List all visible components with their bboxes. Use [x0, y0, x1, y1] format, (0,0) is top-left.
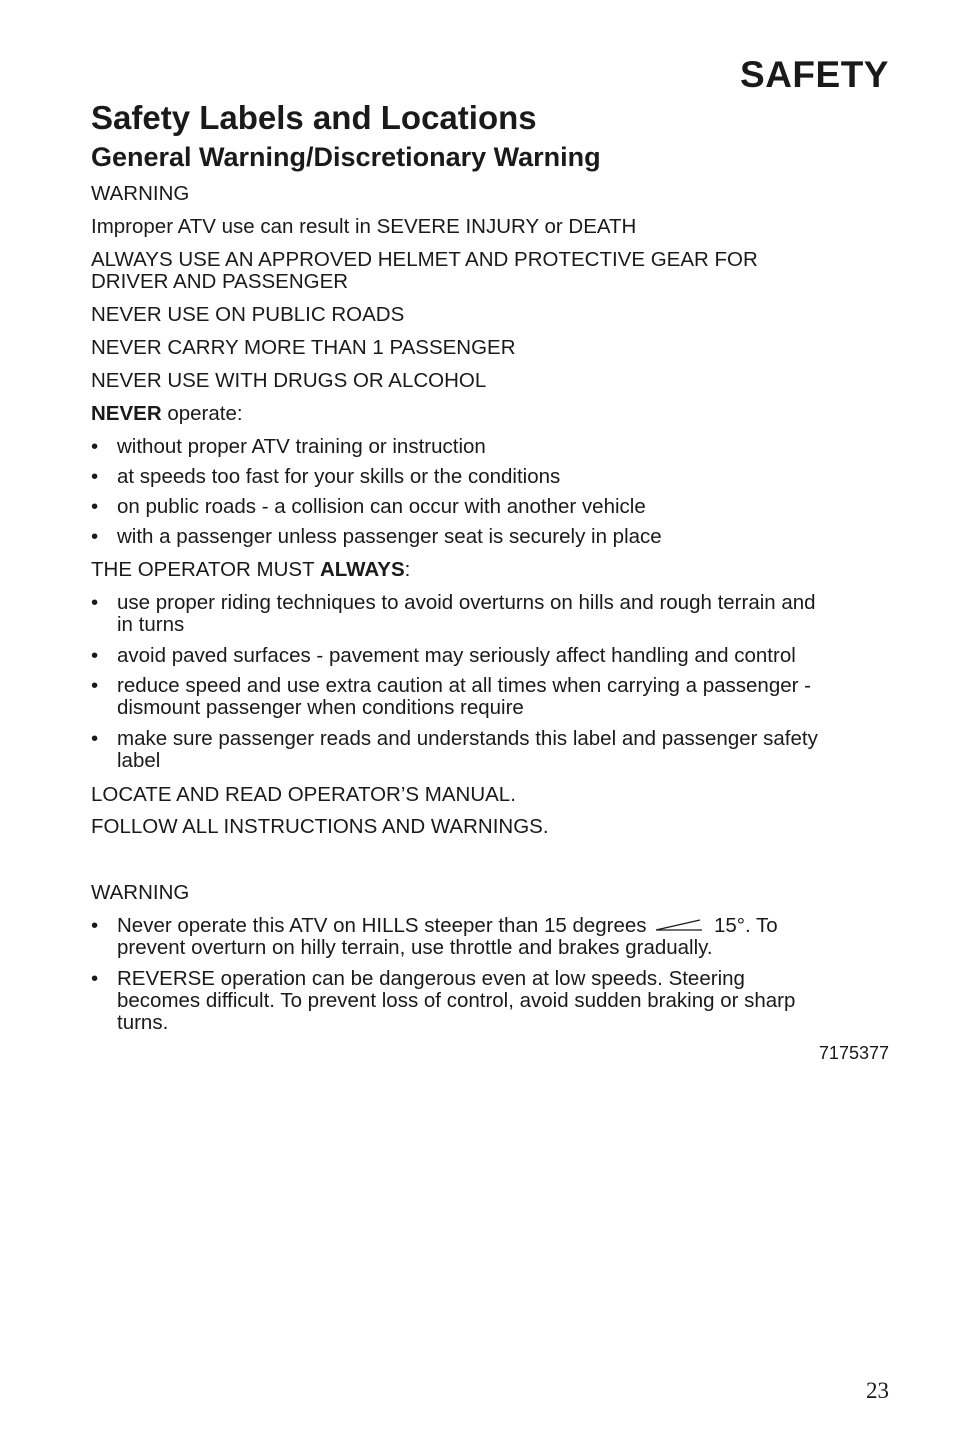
bullet: •: [91, 967, 99, 990]
bullet: •: [91, 591, 99, 614]
warning-heading: WARNING: [91, 881, 190, 904]
warning-line: NEVER USE WITH DRUGS OR ALCOHOL: [91, 369, 487, 392]
operator-must-intro: [91, 559, 889, 581]
list-item-line: label: [117, 749, 161, 772]
list-item-text: at speeds too fast for your skills or the conditions: [117, 465, 561, 488]
never-emphasis: NEVER: [91, 402, 162, 425]
list-item-line: prevent overturn on hilly terrain, use throttle and brakes gradually.: [117, 936, 713, 959]
warning-heading: WARNING: [91, 182, 190, 205]
operator-suffix: :: [404, 558, 411, 581]
section-header: SAFETY: [740, 54, 889, 95]
list-item-text: on public roads - a collision can occur with another vehicle: [117, 495, 646, 518]
list-item-line: [117, 915, 889, 937]
list-item-text: [117, 592, 889, 636]
closing-line: LOCATE AND READ OPERATOR’S MANUAL.: [91, 783, 516, 806]
warning-line: NEVER CARRY MORE THAN 1 PASSENGER: [91, 336, 516, 359]
bullet: •: [91, 674, 99, 697]
never-operate-intro: [91, 403, 889, 425]
warning-line: NEVER USE ON PUBLIC ROADS: [91, 303, 405, 326]
bullet: •: [91, 727, 99, 750]
bullet: •: [91, 435, 99, 458]
warning-line: ALWAYS USE AN APPROVED HELMET AND PROTECTIVE GEAR FOR: [91, 248, 758, 271]
list-item-text: [117, 675, 889, 719]
list-item-text: [117, 915, 889, 959]
bullet: •: [91, 914, 99, 937]
bullet: •: [91, 525, 99, 548]
list-item-line: reduce speed and use extra caution at all times when carrying a passenger -: [117, 674, 811, 697]
list-item-line: dismount passenger when conditions require: [117, 696, 524, 719]
list-item-text: [117, 645, 889, 667]
hill-warning-text: Never operate this ATV on HILLS steeper than 15 degrees: [117, 914, 647, 937]
list-item-line: in turns: [117, 613, 185, 636]
operator-prefix: THE OPERATOR MUST: [91, 558, 320, 581]
hill-angle-text: 15°. To: [713, 914, 778, 937]
list-item-line: REVERSE operation can be dangerous even at low speeds. Steering: [117, 967, 745, 990]
bullet: •: [91, 495, 99, 518]
warning-line: Improper ATV use can result in SEVERE INJURY or DEATH: [91, 215, 637, 238]
bullet: •: [91, 465, 99, 488]
list-item-text: with a passenger unless passenger seat is securely in place: [117, 525, 662, 548]
list-item-text: [117, 728, 889, 772]
list-item-text: [117, 968, 889, 1034]
list-item-line: turns.: [117, 1011, 169, 1034]
warning-line: DRIVER AND PASSENGER: [91, 270, 349, 293]
bullet: •: [91, 644, 99, 667]
list-item-line: make sure passenger reads and understands this label and passenger safety: [117, 727, 818, 750]
page-number: 23: [866, 1378, 889, 1403]
closing-line: FOLLOW ALL INSTRUCTIONS AND WARNINGS.: [91, 815, 549, 838]
page-subtitle: General Warning/Discretionary Warning: [91, 142, 601, 172]
list-item-text: without proper ATV training or instruction: [117, 435, 486, 458]
list-item-line: becomes difficult. To prevent loss of control, avoid sudden braking or sharp: [117, 989, 796, 1012]
label-part-number: 7175377: [818, 1043, 889, 1063]
never-rest: operate:: [161, 402, 243, 425]
list-item-line: avoid paved surfaces - pavement may seriously affect handling and control: [117, 644, 796, 667]
warning-label-general: [91, 183, 891, 843]
list-item-line: use proper riding techniques to avoid overturns on hills and rough terrain and: [117, 591, 816, 614]
warning-label-discretionary: [91, 882, 891, 1042]
slope-angle-icon: [654, 918, 704, 932]
always-emphasis: ALWAYS: [319, 558, 405, 581]
page-title: Safety Labels and Locations: [91, 99, 537, 136]
